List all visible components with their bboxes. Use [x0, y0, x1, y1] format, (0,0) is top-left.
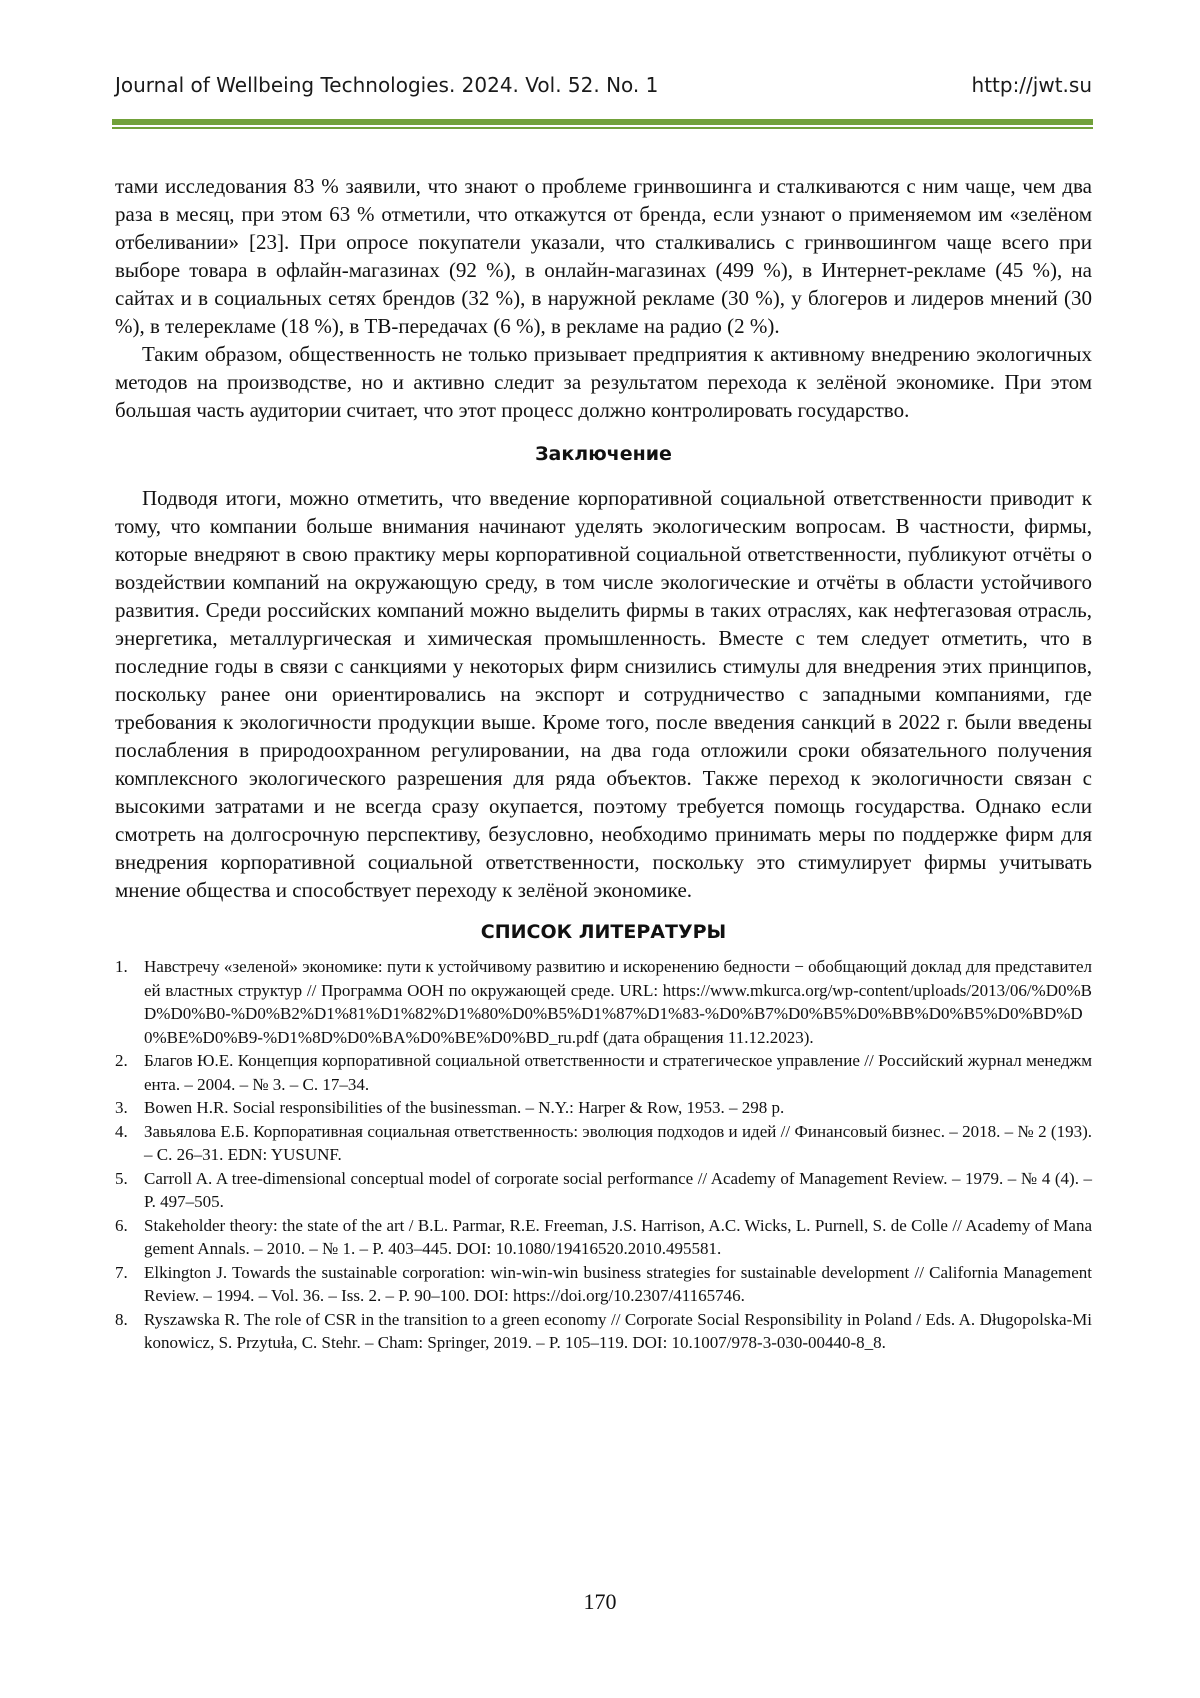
reference-number: 6. [115, 1214, 128, 1238]
reference-number: 8. [115, 1308, 128, 1332]
paragraph-summary: Таким образом, общественность не только призывает предприятия к активному внедрению экологичных методов на производстве, но и активно следит за результатом перехода к зелёной экономике. При этом большая часть аудитории считает, что этот процесс должно контролировать государство. [115, 340, 1092, 424]
reference-text: Завьялова Е.Б. Корпоративная социальная ответственность: эволюция подходов и идей // Финансовый бизнес. – 2018. – № 2 (193). – С. 26–31. EDN: YUSUNF. [144, 1122, 1092, 1165]
paragraph-conclusion: Подводя итоги, можно отметить, что введение корпоративной социальной ответственности приводит к тому, что компании больше внимания начинают уделять экологическим вопросам. В частности, фирмы, которые внедряют в свою практику меры корпоративной социальной ответственности, публикуют отчёты о воздействии компаний на окружающую среду, в том числе экологические и отчёты в области устойчивого развития. Среди российских компаний можно выделить фирмы в таких отраслях, как нефтегазовая отрасль, энергетика, металлургическая и химическая промышленность. Вместе с тем следует отметить, что в последние годы в связи с санкциями у некоторых фирм снизились стимулы для внедрения этих принципов, поскольку ранее они ориентировались на экспорт и сотрудничество с западными компаниями, где требования к экологичности продукции выше. Кроме того, после введения санкций в 2022 г. были введены послабления в природоохранном регулировании, на два года отложили сроки обязательного получения комплексного экологического разрешения для ряда объектов. Также переход к экологичности связан с высокими затратами и не всегда сразу окупается, поэтому требуется помощь государства. Однако если смотреть на долгосрочную перспективу, безусловно, необходимо принимать меры по поддержке фирм для внедрения корпоративной социальной ответственности, поскольку это стимулирует фирмы учитывать мнение общества и способствует переходу к зелёной экономике. [115, 484, 1092, 904]
reference-number: 7. [115, 1261, 128, 1285]
reference-item [115, 1214, 1092, 1261]
reference-text: Bowen H.R. Social responsibilities of the businessman. – N.Y.: Harper & Row, 1953. – 298 p. [144, 1098, 784, 1117]
reference-text: Ryszawska R. The role of CSR in the transition to a green economy // Corporate Social Responsibility in Poland / Eds. A. Długopolska-Mikonowicz, S. Przytuła, C. Stehr. – Cham: Springer, 2019. – P. 105–119. DOI: 10.1007/978-3-030-00440-8_8. [144, 1310, 1092, 1353]
reference-number: 3. [115, 1096, 128, 1120]
reference-text: Carroll A. A tree-dimensional conceptual model of corporate social performance // Academy of Management Review. – 1979. – № 4 (4). – P. 497–505. [144, 1169, 1092, 1212]
references-heading: СПИСОК ЛИТЕРАТУРЫ [115, 920, 1092, 944]
reference-item [115, 1308, 1092, 1355]
reference-list [115, 955, 1092, 1355]
reference-text: Stakeholder theory: the state of the art / B.L. Parmar, R.E. Freeman, J.S. Harrison, A.C. Wicks, L. Purnell, S. de Colle // Academy of Management Annals. – 2010. – № 1. – P. 403–445. DOI: 10.1080/19416520.2010.495581. [144, 1216, 1092, 1259]
reference-item [115, 955, 1092, 1049]
reference-number: 5. [115, 1167, 128, 1191]
reference-text: Благов Ю.Е. Концепция корпоративной социальной ответственности и стратегическое управление // Российский журнал менеджмента. – 2004. – № 3. – С. 17–34. [144, 1051, 1092, 1094]
reference-number: 2. [115, 1049, 128, 1073]
reference-item [115, 1049, 1092, 1096]
reference-item [115, 1167, 1092, 1214]
header-rule-thin [112, 127, 1093, 129]
header-rule-thick [112, 119, 1093, 125]
reference-item [115, 1261, 1092, 1308]
conclusion-heading: Заключение [115, 442, 1092, 466]
reference-text: Elkington J. Towards the sustainable corporation: win-win-win business strategies for sustainable development // California Management Review. – 1994. – Vol. 36. – Iss. 2. – P. 90–100. DOI: https://doi.org/10.2307/41165746. [144, 1263, 1092, 1306]
page-number: 170 [0, 1589, 1200, 1615]
reference-text: Навстречу «зеленой» экономике: пути к устойчивому развитию и искоренению бедности − обобщающий доклад для представителей властных структур // Программа ООН по окружающей среде. URL: https://www.mkurca.org/wp-content/uploads/2013/06/%D0%BD%D0%B0-%D0%B2%D1%81%D1%82%D1%80%D0%B5%D1%87%D1%83-%D0%B7%D0%B5%D0%BB%D0%B5%D0%BD%D0%BE%D0%B9-%D1%8D%D0%BA%D0%BE%D0%BD_ru.pdf (дата обращения 11.12.2023). [144, 957, 1092, 1047]
journal-url[interactable]: http://jwt.su [972, 73, 1092, 97]
paragraph-survey: тами исследования 83 % заявили, что знают о проблеме гринвошинга и сталкиваются с ним чаще, чем два раза в месяц, при этом 63 % отметили, что откажутся от бренда, если узнают о применяемом им «зелёном отбеливании» [23]. При опросе покупатели указали, что сталкивались с гринвошингом чаще всего при выборе товара в офлайн-магазинах (92 %), в онлайн-магазинах (499 %), в Интернет-рекламе (45 %), на сайтах и в социальных сетях брендов (32 %), в наружной рекламе (30 %), у блогеров и лидеров мнений (30 %), в телерекламе (18 %), в ТВ-передачах (6 %), в рекламе на радио (2 %). [115, 172, 1092, 340]
reference-number: 4. [115, 1120, 128, 1144]
reference-item [115, 1120, 1092, 1167]
page-body [115, 172, 1092, 1355]
journal-title: Journal of Wellbeing Technologies. 2024. Vol. 52. No. 1 [115, 73, 658, 97]
reference-item [115, 1096, 1092, 1120]
reference-number: 1. [115, 955, 128, 979]
